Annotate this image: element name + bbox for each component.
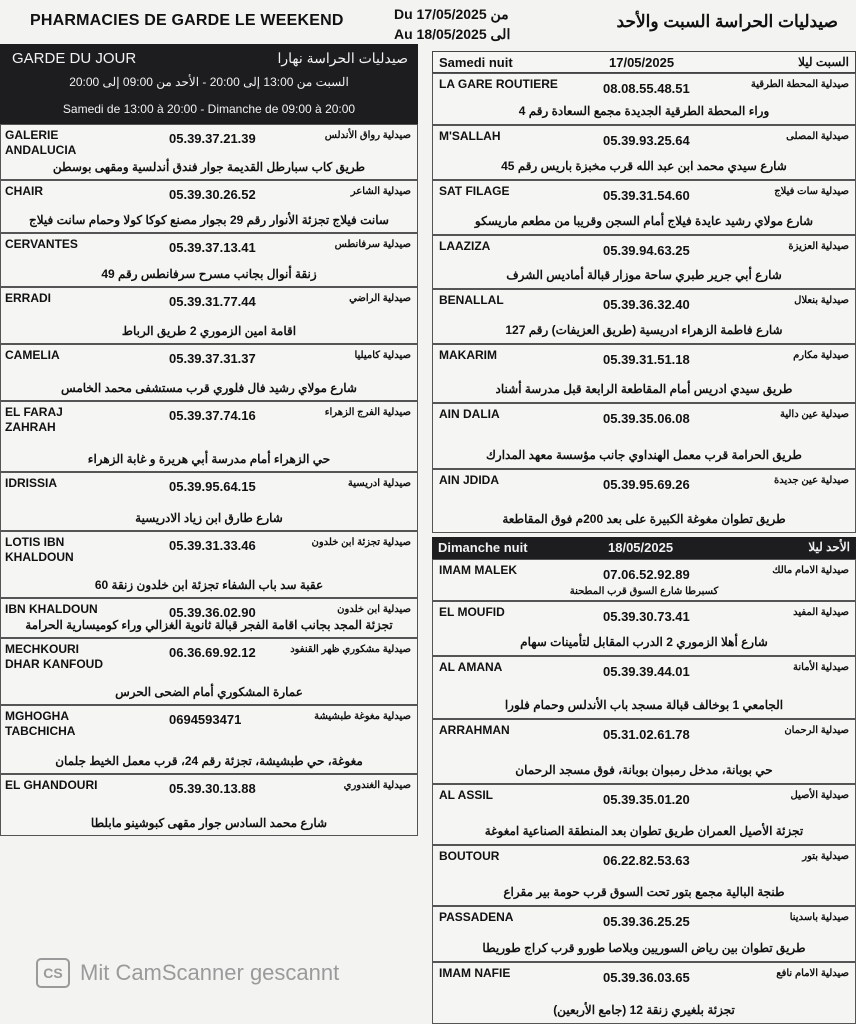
pharmacy-entry <box>0 472 418 531</box>
pharmacy-address: طنجة البالية مجمع بتور تحت السوق قرب حومة بير مقراع <box>503 885 785 899</box>
pharmacy-address: تجزئة بلغيري زنقة 12 (جامع الأربعين) <box>553 1003 735 1017</box>
pharmacy-entry <box>0 705 418 774</box>
pharmacy-name: EL MOUFID <box>439 605 505 619</box>
samedi-date: 17/05/2025 <box>609 55 675 70</box>
pharmacy-name-ar: صيدلية كاميليا <box>354 350 411 361</box>
pharmacy-name: GALERIE ANDALUCIA <box>5 128 77 157</box>
dimanche-label: Dimanche nuit <box>438 540 528 555</box>
pharmacy-address: تجزئة الأصيل العمران طريق تطوان بعد المنطقة الصناعية امغوغة <box>484 824 804 838</box>
pharmacy-name-ar: صيدلية الأمانة <box>793 662 849 673</box>
pharmacy-phone: 06.36.69.92.12 <box>169 645 256 660</box>
pharmacy-phone: 05.39.31.54.60 <box>603 188 690 203</box>
pharmacy-address: اقامة امين الزموري 2 طريق الرباط <box>121 324 297 338</box>
pharmacy-entry <box>0 401 418 472</box>
pharmacy-entry <box>0 344 418 401</box>
pharmacy-address: شارع مولاي رشيد عايدة فيلاج أمام السجن وقريبا من مطعم ماريسكو <box>474 214 814 228</box>
pharmacy-address: شارع طارق ابن زياد الادريسية <box>135 511 283 525</box>
pharmacy-name: IDRISSIA <box>5 476 58 490</box>
samedi-nuit-header <box>432 51 856 73</box>
pharmacy-phone: 05.39.37.31.37 <box>169 351 256 366</box>
garde-du-jour-hours-fr: Samedi de 13:00 à 20:00 - Dimanche de 09:00 à 20:00 <box>62 102 356 116</box>
pharmacy-phone: 05.39.36.02.90 <box>169 605 256 620</box>
pharmacy-phone: 0694593471 <box>169 712 242 727</box>
pharmacy-entry <box>432 845 856 906</box>
pharmacy-name: ERRADI <box>5 291 52 305</box>
pharmacy-name: IMAM MALEK <box>439 563 517 577</box>
pharmacy-entry <box>0 233 418 287</box>
pharmacy-phone: 05.39.30.13.88 <box>169 781 256 796</box>
pharmacy-phone: 07.06.52.92.89 <box>603 567 690 582</box>
pharmacy-name-ar: صيدلية العزيزة <box>788 241 849 252</box>
pharmacy-name-ar: صيدلية الرحمان <box>784 725 849 736</box>
pharmacy-name-ar: صيدلية المصلى <box>786 131 849 142</box>
pharmacy-phone: 05.39.37.13.41 <box>169 240 256 255</box>
pharmacy-entry <box>432 719 856 784</box>
pharmacy-name: AL AMANA <box>439 660 503 674</box>
pharmacy-phone: 05.39.30.26.52 <box>169 187 256 202</box>
pharmacy-address: شارع سيدي محمد ابن عبد الله قرب مخبزة باريس رقم 45 <box>501 159 787 173</box>
pharmacy-phone: 05.39.35.06.08 <box>603 411 690 426</box>
samedi-label-ar: السبت ليلا <box>798 55 849 69</box>
pharmacy-entry <box>432 784 856 845</box>
garde-du-jour-hours-ar: السبت من 13:00 إلى 20:00 - الأحد من 09:00 إلى 20:00 <box>69 75 349 89</box>
header-title-ar: صيدليات الحراسة السبت والأحد <box>616 12 838 31</box>
pharmacy-address: زنقة أنوال بجانب مسرح سرفانطس رقم 49 <box>101 267 317 281</box>
pharmacy-phone: 05.39.31.33.46 <box>169 538 256 553</box>
pharmacy-address: حي بوبانة، مدخل رمبوان بوبانة، فوق مسجد الرحمان <box>515 763 773 777</box>
pharmacy-address: عقبة سد باب الشفاء تجزئة ابن خلدون زنقة 60 <box>94 578 324 592</box>
pharmacy-name-ar: صيدلية مكارم <box>793 350 849 361</box>
pharmacy-name: MGHOGHA TABCHICHA <box>5 709 76 738</box>
pharmacy-address: وراء المحطة الطرقية الجديدة مجمع السعادة رقم 4 <box>518 104 770 118</box>
pharmacy-name-ar: صيدلية بنعلال <box>794 295 849 306</box>
pharmacy-phone: 05.39.36.03.65 <box>603 970 690 985</box>
dimanche-label-ar: الأحد ليلا <box>808 540 850 554</box>
pharmacy-entry <box>432 559 856 601</box>
pharmacy-name-ar: صيدلية سرفانطس <box>334 239 411 250</box>
pharmacy-phone: 08.08.55.48.51 <box>603 81 690 96</box>
pharmacy-entry <box>432 469 856 533</box>
pharmacy-entry <box>432 403 856 469</box>
pharmacy-name: BOUTOUR <box>439 849 500 863</box>
pharmacy-phone: 05.39.30.73.41 <box>603 609 690 624</box>
pharmacy-name: AL ASSIL <box>439 788 494 802</box>
pharmacy-name: IBN KHALDOUN <box>5 602 98 616</box>
camscanner-logo-icon: CS <box>36 958 70 988</box>
pharmacy-entry <box>432 906 856 962</box>
pharmacy-entry <box>432 344 856 403</box>
pharmacy-name-ar: صيدلية سات فيلاج <box>774 186 849 197</box>
pharmacy-phone: 05.39.37.21.39 <box>169 131 256 146</box>
pharmacy-name-ar: صيدلية الغندوري <box>343 780 411 791</box>
pharmacy-name: LAAZIZA <box>439 239 491 253</box>
pharmacy-address: طريق تطوان مغوغة الكبيرة على بعد 200م فوق المقاطعة <box>502 512 786 526</box>
pharmacy-name: CHAIR <box>5 184 43 198</box>
pharmacy-name: IMAM NAFIE <box>439 966 511 980</box>
pharmacy-entry <box>432 235 856 289</box>
pharmacy-name-ar: صيدلية مغوغة طبشيشة <box>314 711 411 722</box>
pharmacy-name: ARRAHMAN <box>439 723 510 737</box>
pharmacy-entry <box>0 531 418 598</box>
pharmacy-address: كسبرطا شارع السوق قرب المطحنة <box>569 586 719 597</box>
pharmacy-phone: 05.31.02.61.78 <box>603 727 690 742</box>
pharmacy-name: CERVANTES <box>5 237 78 251</box>
pharmacy-name: PASSADENA <box>439 910 514 924</box>
pharmacy-entry <box>0 598 418 638</box>
pharmacy-phone: 05.39.35.01.20 <box>603 792 690 807</box>
pharmacy-name: MECHKOURI DHAR KANFOUD <box>5 642 103 671</box>
pharmacy-entry <box>0 287 418 344</box>
pharmacy-name-ar: صيدلية الشاعر <box>350 186 411 197</box>
pharmacy-name-ar: صيدلية المفيد <box>793 607 849 618</box>
pharmacy-phone: 05.39.36.25.25 <box>603 914 690 929</box>
watermark-text: Mit CamScanner gescannt <box>80 960 340 985</box>
pharmacy-address: طريق كاب سبارطل القديمة جوار فندق أندلسية ومقهى بوسطن <box>52 160 366 174</box>
pharmacy-address: طريق الحرامة قرب معمل الهنداوي جانب مؤسسة معهد المدارك <box>486 448 802 462</box>
garde-du-jour-title-fr: GARDE DU JOUR <box>12 50 137 67</box>
pharmacy-phone: 05.39.31.77.44 <box>169 294 256 309</box>
pharmacy-name: BENALLAL <box>439 293 504 307</box>
pharmacy-name-ar: صيدلية الأصيل <box>790 790 849 801</box>
garde-du-jour-header <box>0 44 418 124</box>
pharmacy-name: M'SALLAH <box>439 129 501 143</box>
pharmacy-name-ar: صيدلية باسدينا <box>789 912 849 923</box>
pharmacy-name-ar: صيدلية ادريسية <box>347 478 411 489</box>
pharmacy-entry <box>432 289 856 344</box>
document-header <box>0 0 856 44</box>
dimanche-nuit-header <box>432 537 856 559</box>
pharmacy-name-ar: صيدلية رواق الأندلس <box>324 130 411 141</box>
pharmacy-entry <box>0 638 418 705</box>
pharmacy-name-ar: صيدلية ابن خلدون <box>337 604 411 615</box>
pharmacy-phone: 05.39.36.32.40 <box>603 297 690 312</box>
pharmacy-address: شارع فاطمة الزهراء ادريسية (طريق العزيفات) رقم 127 <box>505 323 783 337</box>
dimanche-date: 18/05/2025 <box>608 540 674 555</box>
night-duty-column <box>424 44 856 1024</box>
header-date-to: Au 18/05/2025 الى <box>394 26 511 42</box>
pharmacy-name-ar: صيدلية تجزئة ابن خلدون <box>311 537 411 548</box>
pharmacy-name: EL FARAJ ZAHRAH <box>5 405 63 434</box>
pharmacy-entry <box>432 125 856 180</box>
pharmacy-address: الجامعي 1 بوخالف قبالة مسجد باب الأندلس وحمام فلورا <box>504 698 784 712</box>
pharmacy-entry <box>432 73 856 125</box>
garde-du-jour-title-ar: صيدليات الحراسة نهارا <box>277 50 408 66</box>
pharmacy-address: عمارة المشكوري أمام الضحى الحرس <box>115 685 303 699</box>
pharmacy-phone: 05.39.95.64.15 <box>169 479 256 494</box>
pharmacy-entry <box>432 962 856 1024</box>
header-title-fr: PHARMACIES DE GARDE LE WEEKEND <box>30 12 344 29</box>
pharmacy-address: حي الزهراء أمام مدرسة أبي هريرة و غابة الزهراء <box>87 452 331 466</box>
pharmacy-address: شارع أبي جرير طبري ساحة موزار قبالة أماديس الشرف <box>506 268 782 282</box>
pharmacy-phone: 05.39.93.25.64 <box>603 133 690 148</box>
pharmacy-address: شارع أهلا الزموري 2 الدرب المقابل لتأمينات سهام <box>520 635 768 649</box>
pharmacy-entry <box>432 601 856 656</box>
pharmacy-entry <box>0 180 418 233</box>
garde-du-jour-column <box>0 44 418 836</box>
pharmacy-phone: 05.39.37.74.16 <box>169 408 256 423</box>
pharmacy-name: SAT FILAGE <box>439 184 510 198</box>
pharmacy-name: AIN JDIDA <box>439 473 500 487</box>
pharmacy-name: LA GARE ROUTIERE <box>439 77 558 91</box>
pharmacy-name: MAKARIM <box>439 348 497 362</box>
pharmacy-entry <box>0 774 418 836</box>
pharmacy-name: LOTIS IBN KHALDOUN <box>5 535 74 564</box>
pharmacy-address: طريق تطوان بين رياض السوريين وبلاصا طورو قرب كراج طوريطا <box>482 941 806 955</box>
pharmacy-name: CAMELIA <box>5 348 60 362</box>
pharmacy-name-ar: صيدلية المحطة الطرقية <box>750 79 849 90</box>
pharmacy-address: سانت فيلاج تجزئة الأنوار رقم 29 بجوار مصنع كوكا كولا وحمام سانت فيلاج <box>29 213 389 227</box>
pharmacy-name-ar: صيدلية عين دالية <box>780 409 849 420</box>
pharmacy-phone: 06.22.82.53.63 <box>603 853 690 868</box>
pharmacy-name-ar: صيدلية الامام نافع <box>776 968 849 979</box>
pharmacy-name: EL GHANDOURI <box>5 778 98 792</box>
pharmacy-name: AIN DALIA <box>439 407 500 421</box>
pharmacy-phone: 05.39.39.44.01 <box>603 664 690 679</box>
header-date-from: Du 17/05/2025 من <box>394 6 509 22</box>
pharmacy-name-ar: صيدلية الراضي <box>349 293 411 304</box>
pharmacy-name-ar: صيدلية بتور <box>802 851 849 862</box>
pharmacy-entry <box>0 124 418 180</box>
pharmacy-entry <box>432 180 856 235</box>
pharmacy-name-ar: صيدلية الامام مالك <box>772 565 849 576</box>
pharmacy-name-ar: صيدلية عين جديدة <box>773 475 849 486</box>
pharmacy-phone: 05.39.95.69.26 <box>603 477 690 492</box>
samedi-label: Samedi nuit <box>439 55 513 70</box>
pharmacy-phone: 05.39.31.51.18 <box>603 352 690 367</box>
pharmacy-address: تجزئة المجد بجانب اقامة الفجر قبالة ثانوية الغزالي وراء كوميسارية الحرامة <box>25 618 393 632</box>
pharmacy-address: شارع مولاي رشيد فال فلوري قرب مستشفى محمد الخامس <box>61 381 357 395</box>
pharmacy-address: طريق سيدي ادريس أمام المقاطعة الرابعة قبل مدرسة أشناد <box>495 382 793 396</box>
pharmacy-name-ar: صيدلية الفرج الزهراء <box>324 407 411 418</box>
pharmacy-address: شارع محمد السادس جوار مقهى كبوشينو مابلطا <box>90 816 328 830</box>
pharmacy-name-ar: صيدلية مشكوري ظهر القنفود <box>290 644 411 655</box>
pharmacy-phone: 05.39.94.63.25 <box>603 243 690 258</box>
pharmacy-entry <box>432 656 856 719</box>
pharmacy-address: مغوغة، حي طبشيشة، تجزئة رقم 24، قرب معمل الخيط جلمان <box>55 754 363 768</box>
